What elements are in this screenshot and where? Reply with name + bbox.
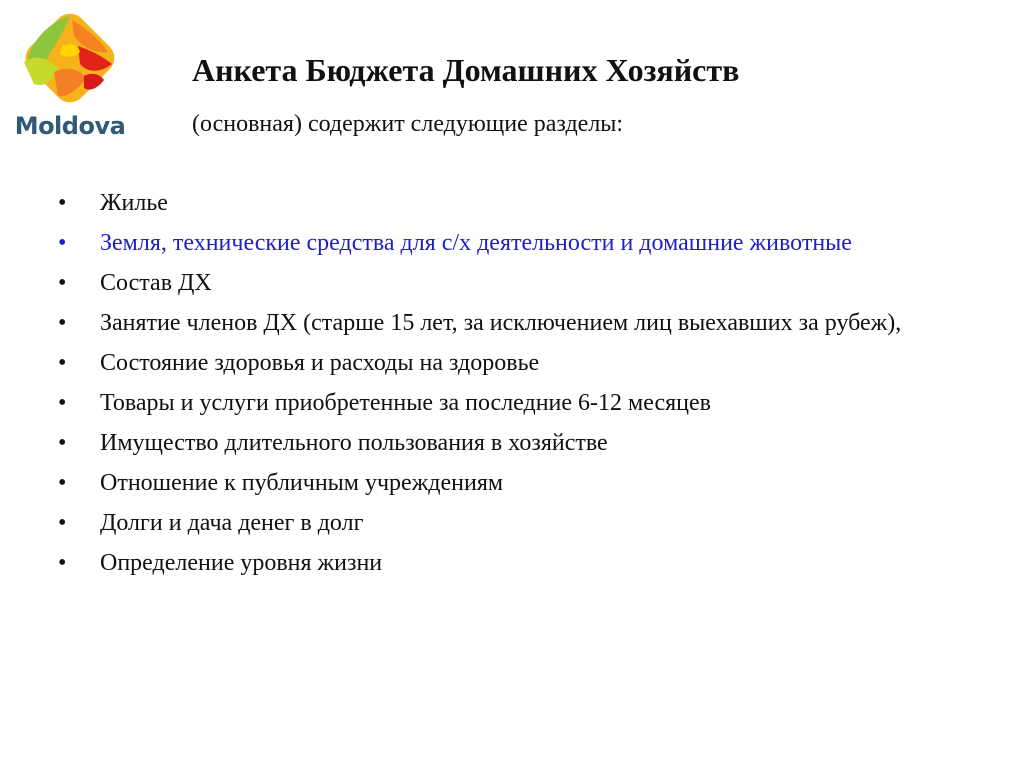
- sections-list: [58, 186, 978, 586]
- list-item: [58, 506, 978, 540]
- list-item-label: Имущество длительного пользования в хозяйстве: [100, 430, 608, 456]
- list-item: [58, 346, 978, 380]
- bullet: •: [58, 390, 67, 416]
- list-item: [58, 386, 978, 420]
- bullet: •: [58, 270, 67, 296]
- bullet: •: [58, 350, 67, 376]
- bullet: •: [58, 230, 67, 256]
- list-item-label: Товары и услуги приобретенные за последние 6-12 месяцев: [100, 390, 712, 416]
- list-item: [58, 306, 978, 340]
- bullet: •: [58, 190, 67, 216]
- list-item-label: Отношение к публичным учреждениям: [100, 470, 504, 496]
- bullet: •: [58, 550, 67, 576]
- bullet: •: [58, 310, 67, 336]
- list-item: [58, 466, 978, 500]
- page-subtitle: (основная) содержит следующие разделы:: [192, 111, 624, 137]
- logo-text: Moldova: [14, 112, 126, 140]
- list-item: [58, 546, 978, 580]
- list-item-label: Долги и дача денег в долг: [100, 510, 364, 536]
- bullet: •: [58, 430, 67, 456]
- list-item-label: Состояние здоровья и расходы на здоровье: [100, 350, 540, 376]
- list-item: [58, 266, 978, 300]
- bullet: •: [58, 510, 67, 536]
- page-title: Анкета Бюджета Домашних Хозяйств: [192, 52, 740, 88]
- list-item-label: Определение уровня жизни: [100, 550, 383, 576]
- list-item: [58, 186, 978, 220]
- list-item-label: Состав ДХ: [100, 270, 212, 296]
- list-item-label: Занятие членов ДХ (старше 15 лет, за исключением лиц выехавших за рубеж),: [100, 310, 902, 336]
- list-item-label: Земля, технические средства для с/х деятельности и домашние животные: [100, 230, 852, 256]
- bullet: •: [58, 470, 67, 496]
- list-item: [58, 226, 978, 260]
- list-item-label: Жилье: [100, 190, 168, 216]
- moldova-logo-icon: [14, 6, 126, 110]
- moldova-logo: [6, 6, 134, 140]
- list-item: [58, 426, 978, 460]
